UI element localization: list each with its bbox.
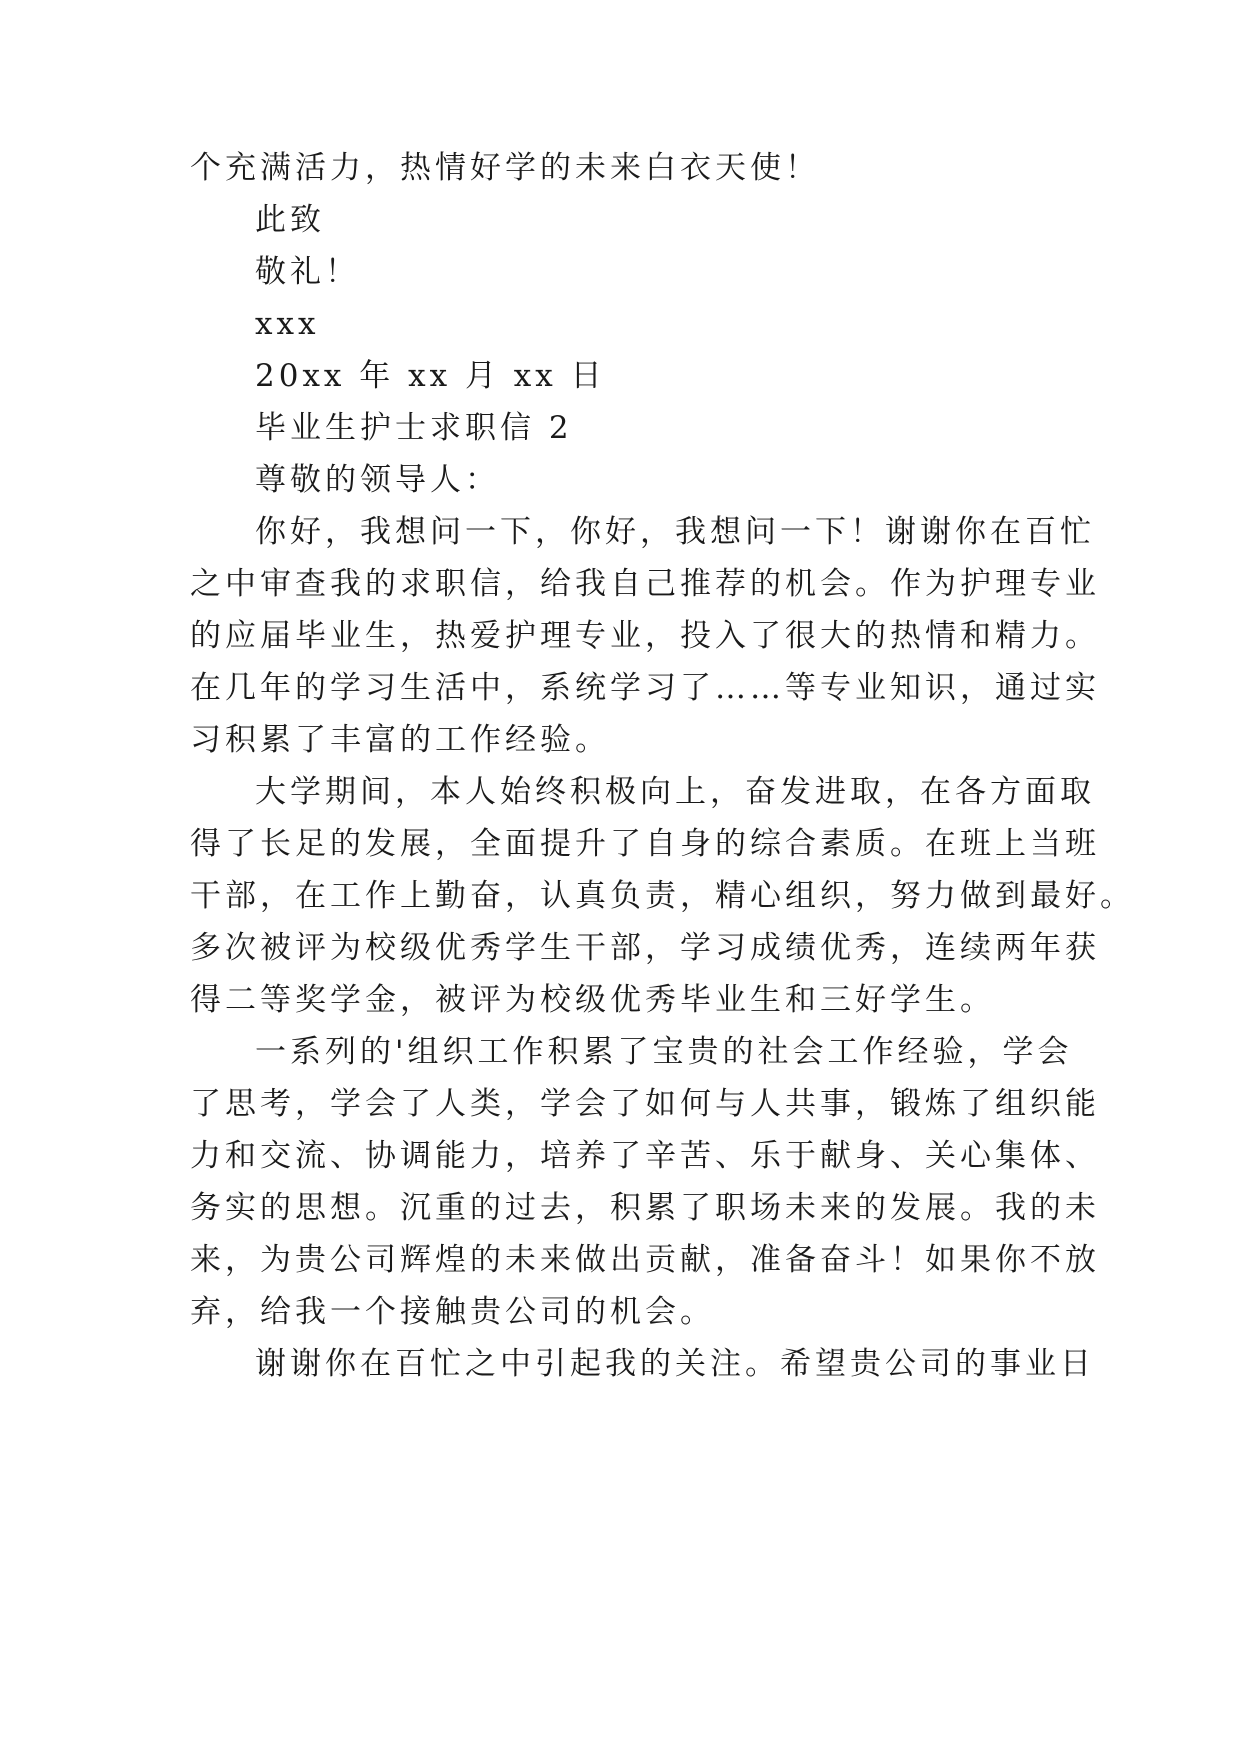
text-line: 多次被评为校级优秀学生干部，学习成绩优秀，连续两年获	[190, 930, 1100, 966]
text-line: 习积累了丰富的工作经验。	[190, 722, 610, 758]
text-line: 在几年的学习生活中，系统学习了……等专业知识，通过实	[190, 670, 1100, 706]
text-line: 来，为贵公司辉煌的未来做出贡献，准备奋斗！如果你不放	[190, 1242, 1100, 1278]
signature-date: 20xx 年 xx 月 xx 日	[255, 358, 606, 394]
text-line: 大学期间，本人始终积极向上，奋发进取，在各方面取	[255, 774, 1095, 810]
signature-name: xxx	[255, 306, 320, 342]
text-line: 力和交流、协调能力，培养了辛苦、乐于献身、关心集体、	[190, 1138, 1100, 1174]
closing-salutation: 此致	[255, 202, 325, 238]
text-line: 的应届毕业生，热爱护理专业，投入了很大的热情和精力。	[190, 618, 1100, 654]
section-title: 毕业生护士求职信 2	[255, 410, 573, 446]
text-line: 得了长足的发展，全面提升了自身的综合素质。在班上当班	[190, 826, 1100, 862]
text-line: 务实的思想。沉重的过去，积累了职场未来的发展。我的未	[190, 1190, 1100, 1226]
text-line: 你好，我想问一下，你好，我想问一下！谢谢你在百忙	[255, 514, 1095, 550]
text-line: 弃，给我一个接触贵公司的机会。	[190, 1294, 715, 1330]
text-line: 谢谢你在百忙之中引起我的关注。希望贵公司的事业日	[255, 1346, 1095, 1382]
text-line: 了思考，学会了人类，学会了如何与人共事，锻炼了组织能	[190, 1086, 1100, 1122]
text-line: 干部，在工作上勤奋，认真负责，精心组织，努力做到最好。	[190, 878, 1135, 914]
text-line: 之中审查我的求职信，给我自己推荐的机会。作为护理专业	[190, 566, 1100, 602]
text-line: 得二等奖学金，被评为校级优秀毕业生和三好学生。	[190, 982, 995, 1018]
text-line: 一系列的'组织工作积累了宝贵的社会工作经验，学会	[255, 1034, 1073, 1070]
closing-regards: 敬礼！	[255, 254, 360, 290]
greeting: 尊敬的领导人：	[255, 462, 500, 498]
text-line: 个充满活力，热情好学的未来白衣天使！	[190, 150, 820, 186]
